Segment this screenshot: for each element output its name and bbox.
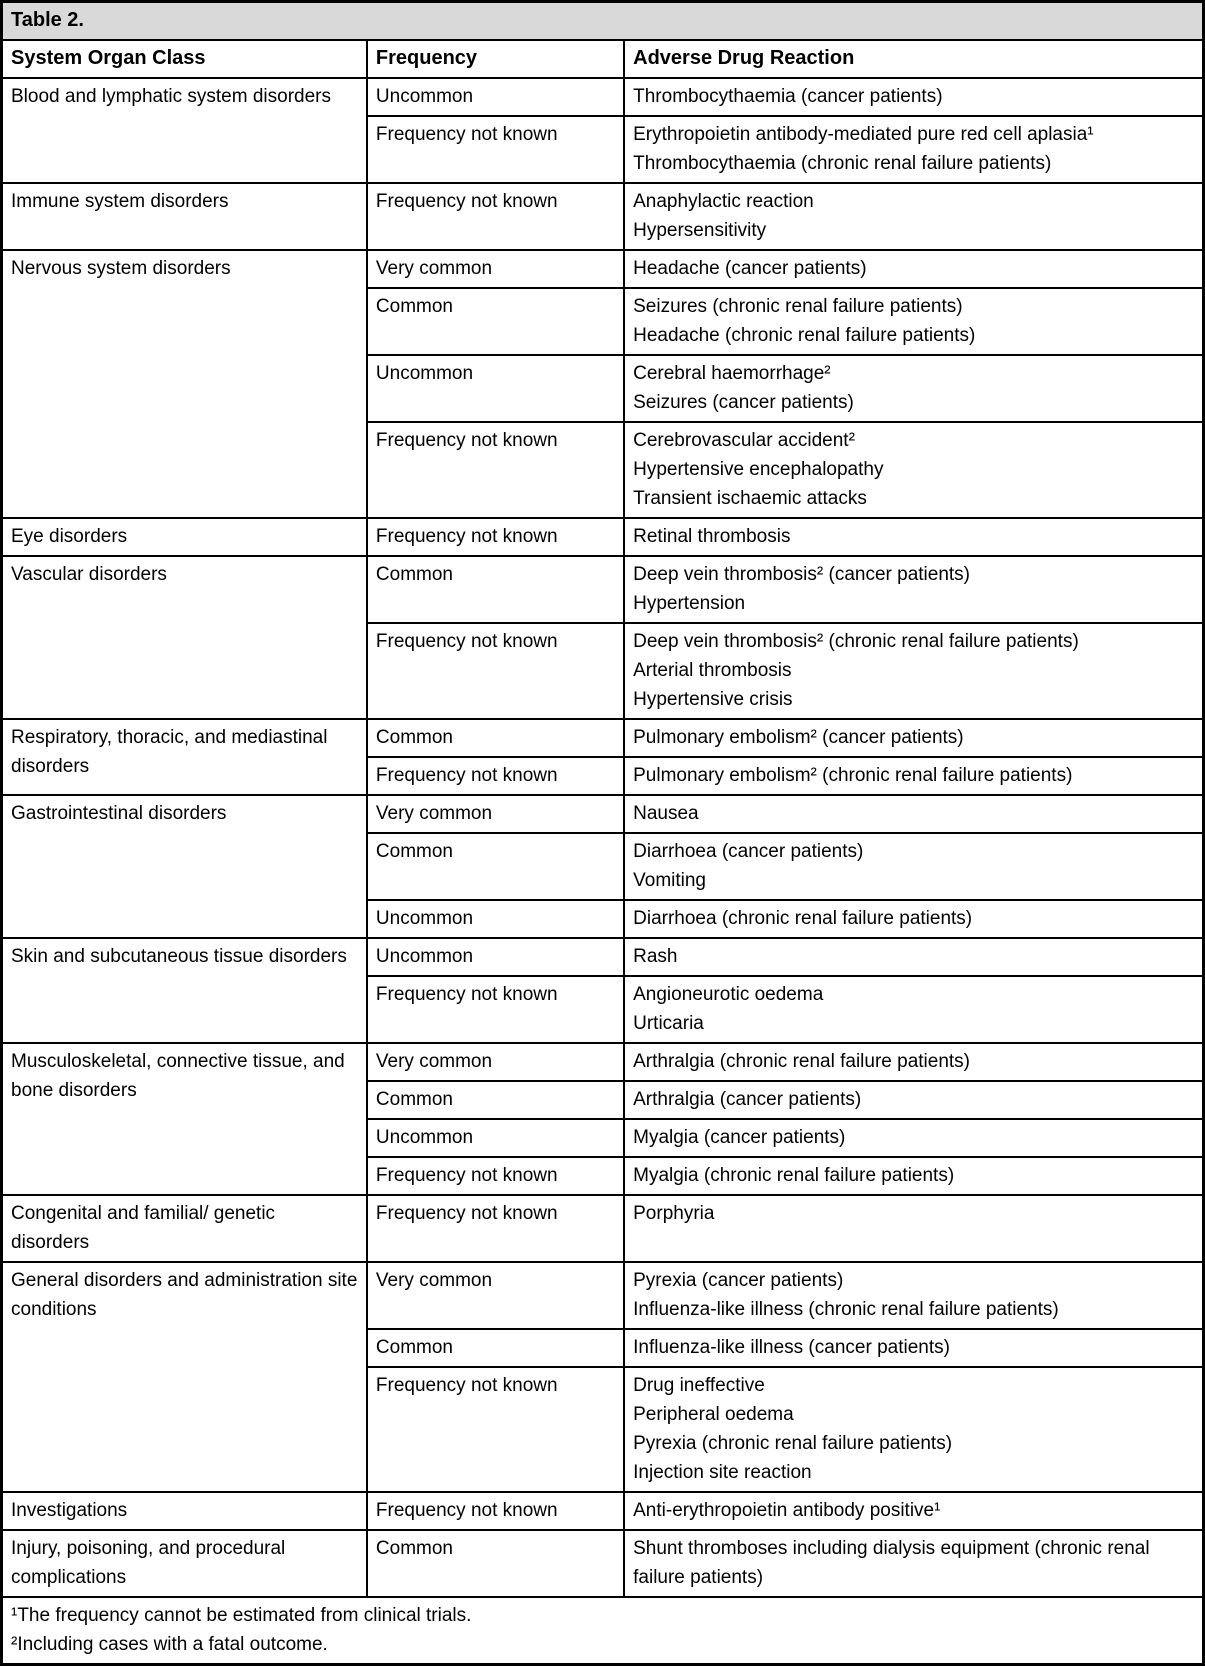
reaction-line: Pyrexia (chronic renal failure patients) (633, 1433, 953, 1454)
column-header-adverse-drug-reaction: Adverse Drug Reaction (624, 40, 1203, 78)
reaction-line: Pulmonary embolism² (cancer patients) (633, 727, 964, 748)
reaction-cell (624, 1329, 1203, 1367)
frequency-cell: Frequency not known (367, 422, 624, 518)
organ-class-cell: Immune system disorders (2, 183, 367, 250)
organ-class-cell: Nervous system disorders (2, 250, 367, 518)
organ-class-cell: Eye disorders (2, 518, 367, 556)
reaction-line: Headache (cancer patients) (633, 258, 867, 279)
reaction-line: Urticaria (633, 1013, 704, 1034)
reaction-cell (624, 518, 1203, 556)
reaction-line: Vomiting (633, 870, 706, 891)
reaction-line: Myalgia (chronic renal failure patients) (633, 1165, 955, 1186)
reaction-cell (624, 795, 1203, 833)
reaction-cell (624, 1157, 1203, 1195)
table-title-row (2, 2, 1204, 41)
frequency-cell: Frequency not known (367, 757, 624, 795)
reaction-cell (624, 422, 1203, 518)
reaction-cell (624, 1043, 1203, 1081)
reaction-cell (624, 1119, 1203, 1157)
reaction-line: Cerebrovascular accident² (633, 430, 855, 451)
reaction-line: Thrombocythaemia (chronic renal failure patients) (633, 153, 1052, 174)
organ-class-cell: Skin and subcutaneous tissue disorders (2, 938, 367, 1043)
reaction-line: Rash (633, 946, 678, 967)
table-row (2, 78, 1204, 116)
table-row (2, 183, 1204, 250)
table-row (2, 556, 1204, 623)
table-row (2, 1043, 1204, 1081)
table-header-row (2, 40, 1204, 78)
reaction-cell (624, 1081, 1203, 1119)
reaction-cell (624, 116, 1203, 183)
reaction-line: Influenza-like illness (chronic renal failure patients) (633, 1299, 1059, 1320)
reaction-line: Erythropoietin antibody-mediated pure red cell aplasia¹ (633, 124, 1094, 145)
frequency-cell: Common (367, 1081, 624, 1119)
table-row (2, 250, 1204, 288)
reaction-cell (624, 250, 1203, 288)
frequency-cell: Frequency not known (367, 518, 624, 556)
reaction-line: Diarrhoea (chronic renal failure patients) (633, 908, 973, 929)
reaction-line: Hypersensitivity (633, 220, 767, 241)
frequency-cell: Uncommon (367, 78, 624, 116)
table-row (2, 1492, 1204, 1530)
frequency-cell: Very common (367, 795, 624, 833)
frequency-cell: Frequency not known (367, 976, 624, 1043)
frequency-cell: Frequency not known (367, 183, 624, 250)
reaction-line: Retinal thrombosis (633, 526, 791, 547)
reaction-cell (624, 1262, 1203, 1329)
frequency-cell: Common (367, 833, 624, 900)
reaction-line: Anaphylactic reaction (633, 191, 814, 212)
reaction-cell (624, 938, 1203, 976)
reaction-line: Pulmonary embolism² (chronic renal failure patients) (633, 765, 1073, 786)
reaction-line: Deep vein thrombosis² (chronic renal failure patients) (633, 631, 1079, 652)
reaction-line: Arthralgia (cancer patients) (633, 1089, 862, 1110)
frequency-cell: Common (367, 1530, 624, 1597)
frequency-cell: Very common (367, 1262, 624, 1329)
table-body (2, 78, 1204, 1597)
organ-class-cell: Investigations (2, 1492, 367, 1530)
organ-class-cell: Vascular disorders (2, 556, 367, 719)
table-row (2, 1195, 1204, 1262)
table-row (2, 795, 1204, 833)
reaction-cell (624, 288, 1203, 355)
reaction-line: Hypertension (633, 593, 746, 614)
reaction-line: Headache (chronic renal failure patients) (633, 325, 976, 346)
reaction-cell (624, 1367, 1203, 1492)
reaction-cell (624, 1530, 1203, 1597)
reaction-cell (624, 757, 1203, 795)
reaction-line: Nausea (633, 803, 699, 824)
frequency-cell: Very common (367, 250, 624, 288)
organ-class-cell: Gastrointestinal disorders (2, 795, 367, 938)
reaction-cell (624, 900, 1203, 938)
reaction-line: Influenza-like illness (cancer patients) (633, 1337, 950, 1358)
table-row (2, 1530, 1204, 1597)
reaction-line: Deep vein thrombosis² (cancer patients) (633, 564, 970, 585)
frequency-cell: Frequency not known (367, 1492, 624, 1530)
reaction-line: Peripheral oedema (633, 1404, 794, 1425)
reaction-cell (624, 556, 1203, 623)
frequency-cell: Uncommon (367, 938, 624, 976)
organ-class-cell: Musculoskeletal, connective tissue, and bone disorders (2, 1043, 367, 1195)
frequency-cell: Uncommon (367, 900, 624, 938)
reaction-line: Transient ischaemic attacks (633, 488, 867, 509)
organ-class-cell: Respiratory, thoracic, and mediastinal disorders (2, 719, 367, 795)
reaction-cell (624, 623, 1203, 719)
column-header-frequency: Frequency (367, 40, 624, 78)
reaction-line: Angioneurotic oedema (633, 984, 824, 1005)
reaction-line: Cerebral haemorrhage² (633, 363, 831, 384)
reaction-line: Arthralgia (chronic renal failure patients) (633, 1051, 971, 1072)
frequency-cell: Frequency not known (367, 1195, 624, 1262)
reaction-line: Shunt thromboses including dialysis equipment (chronic renal failure patients) (633, 1538, 1150, 1588)
frequency-cell: Very common (367, 1043, 624, 1081)
table-row (2, 518, 1204, 556)
organ-class-cell: Injury, poisoning, and procedural complications (2, 1530, 367, 1597)
table-row (2, 719, 1204, 757)
reaction-line: Myalgia (cancer patients) (633, 1127, 846, 1148)
reaction-cell (624, 355, 1203, 422)
frequency-cell: Frequency not known (367, 623, 624, 719)
frequency-cell: Common (367, 556, 624, 623)
footnote-2: ²Including cases with a fatal outcome. (11, 1634, 328, 1655)
reaction-line: Hypertensive encephalopathy (633, 459, 884, 480)
table-row (2, 1262, 1204, 1329)
reaction-line: Porphyria (633, 1203, 715, 1224)
frequency-cell: Common (367, 719, 624, 757)
reaction-line: Diarrhoea (cancer patients) (633, 841, 864, 862)
frequency-cell: Frequency not known (367, 1367, 624, 1492)
reaction-line: Seizures (chronic renal failure patients) (633, 296, 963, 317)
reaction-cell (624, 183, 1203, 250)
reaction-line: Hypertensive crisis (633, 689, 793, 710)
reaction-line: Anti-erythropoietin antibody positive¹ (633, 1500, 941, 1521)
reaction-cell (624, 78, 1203, 116)
footnote-1: ¹The frequency cannot be estimated from clinical trials. (11, 1605, 472, 1626)
table-title: Table 2. (2, 2, 1204, 41)
reaction-cell (624, 1195, 1203, 1262)
reaction-line: Pyrexia (cancer patients) (633, 1270, 844, 1291)
organ-class-cell: General disorders and administration site conditions (2, 1262, 367, 1492)
frequency-cell: Common (367, 1329, 624, 1367)
reaction-cell (624, 1492, 1203, 1530)
frequency-cell: Frequency not known (367, 1157, 624, 1195)
frequency-cell: Uncommon (367, 1119, 624, 1157)
organ-class-cell: Congenital and familial/ genetic disorders (2, 1195, 367, 1262)
frequency-cell: Frequency not known (367, 116, 624, 183)
reaction-line: Thrombocythaemia (cancer patients) (633, 86, 943, 107)
reaction-line: Injection site reaction (633, 1462, 812, 1483)
reaction-line: Drug ineffective (633, 1375, 765, 1396)
column-header-system-organ-class: System Organ Class (2, 40, 367, 78)
table-row (2, 938, 1204, 976)
reaction-line: Arterial thrombosis (633, 660, 792, 681)
footnote-cell (2, 1597, 1204, 1665)
footnote-row (2, 1597, 1204, 1665)
frequency-cell: Common (367, 288, 624, 355)
reaction-cell (624, 719, 1203, 757)
reaction-line: Seizures (cancer patients) (633, 392, 854, 413)
reaction-line (633, 1228, 1194, 1257)
reaction-cell (624, 833, 1203, 900)
organ-class-cell: Blood and lymphatic system disorders (2, 78, 367, 183)
reaction-cell (624, 976, 1203, 1043)
frequency-cell: Uncommon (367, 355, 624, 422)
